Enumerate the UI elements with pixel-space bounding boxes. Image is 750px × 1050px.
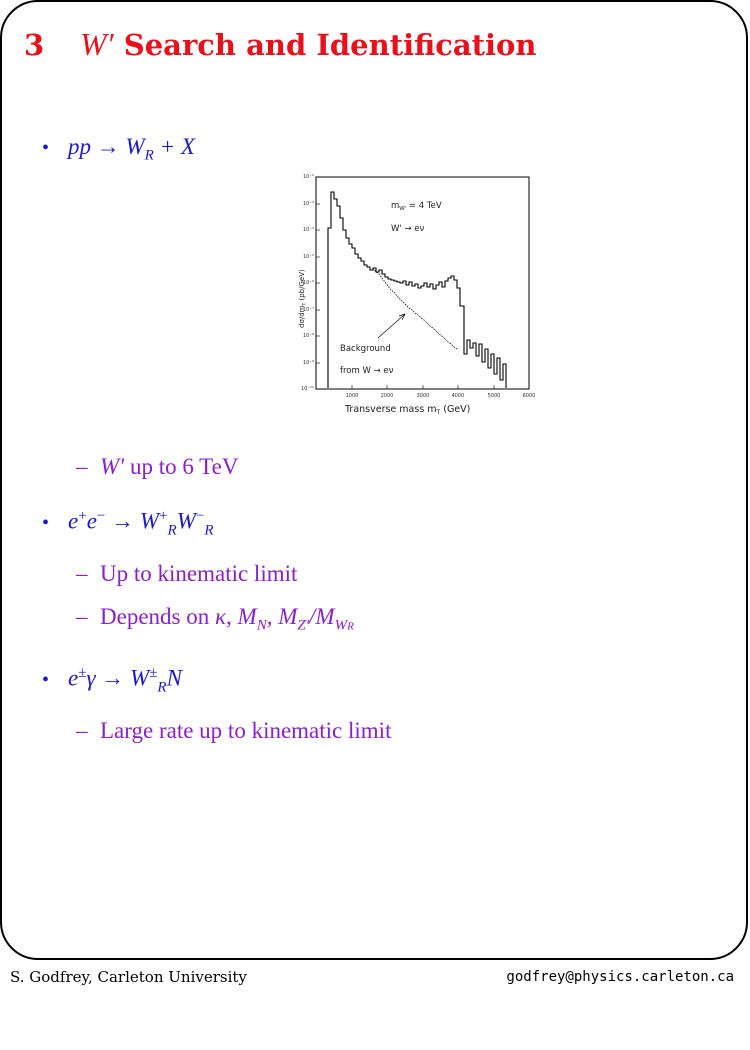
xtick-label: 3000 bbox=[416, 393, 430, 399]
xtick-label: 2000 bbox=[380, 393, 394, 399]
section-number: 3 bbox=[24, 28, 45, 62]
xtick-label: 5000 bbox=[487, 393, 501, 399]
xtick-label: 1000 bbox=[345, 393, 359, 399]
y-axis-label: $d\sigma/dm_T$ (pb/GeV) bbox=[298, 269, 308, 328]
subitem-kinematic-limit: – Up to kinematic limit bbox=[76, 561, 298, 586]
background-label-line1: Background bbox=[340, 344, 391, 354]
subitem-large-rate: – Large rate up to kinematic limit bbox=[76, 718, 392, 743]
x-axis-label: Transverse mass $m_T$ (GeV) bbox=[345, 404, 471, 416]
title-wprime: W′ bbox=[80, 26, 114, 62]
ytick-label: 10⁻⁷ bbox=[302, 307, 314, 313]
footer-author: S. Godfrey, Carleton University bbox=[10, 968, 247, 986]
ytick-label: 10⁻⁹ bbox=[302, 360, 314, 366]
bullet-dot: • bbox=[42, 137, 50, 159]
slide-title bbox=[24, 26, 536, 63]
ytick-label: 10⁻⁴ bbox=[302, 227, 314, 233]
ytick-label: 10⁻⁵ bbox=[302, 254, 314, 260]
ytick-label: 10⁻⁸ bbox=[302, 333, 314, 339]
bullet-ee: • $e^+e^- \to W^+_RW^-_R$ bbox=[42, 508, 214, 539]
mass-spectrum-figure bbox=[290, 168, 540, 418]
bullet-dot: • bbox=[42, 511, 50, 534]
ytick-label: 10⁻³ bbox=[302, 201, 314, 207]
decay-label: W' → eν bbox=[391, 224, 425, 234]
ytick-label: 10⁻¹⁰ bbox=[300, 386, 314, 392]
ytick-label: 10⁻² bbox=[302, 174, 314, 180]
bullet-pp: • pp → $W_R + X$ bbox=[42, 134, 195, 164]
mass-label: $m_{W'} = 4$ TeV bbox=[391, 201, 442, 212]
bullet-dot: • bbox=[42, 668, 50, 691]
title-text: Search and Identification bbox=[123, 28, 537, 62]
footer-email: godfrey@physics.carleton.ca bbox=[506, 969, 734, 985]
ytick-label: 10⁻⁶ bbox=[302, 280, 314, 286]
bullet-egamma: • $e^\pm\gamma \to W^\pm_RN$ bbox=[42, 665, 182, 696]
subitem-depends: – Depends on κ, $M_N$, $M_{Z'}/M_{WR}$ bbox=[76, 604, 354, 634]
xtick-label: 6000 bbox=[522, 393, 536, 399]
signal-histogram bbox=[328, 192, 506, 388]
background-label-line2: from W → eν bbox=[340, 366, 394, 376]
subitem-wprime-reach: – W′ up to 6 TeV bbox=[76, 454, 239, 479]
background-arrow bbox=[378, 314, 405, 338]
background-histogram bbox=[373, 268, 457, 349]
xtick-label: 4000 bbox=[451, 393, 465, 399]
